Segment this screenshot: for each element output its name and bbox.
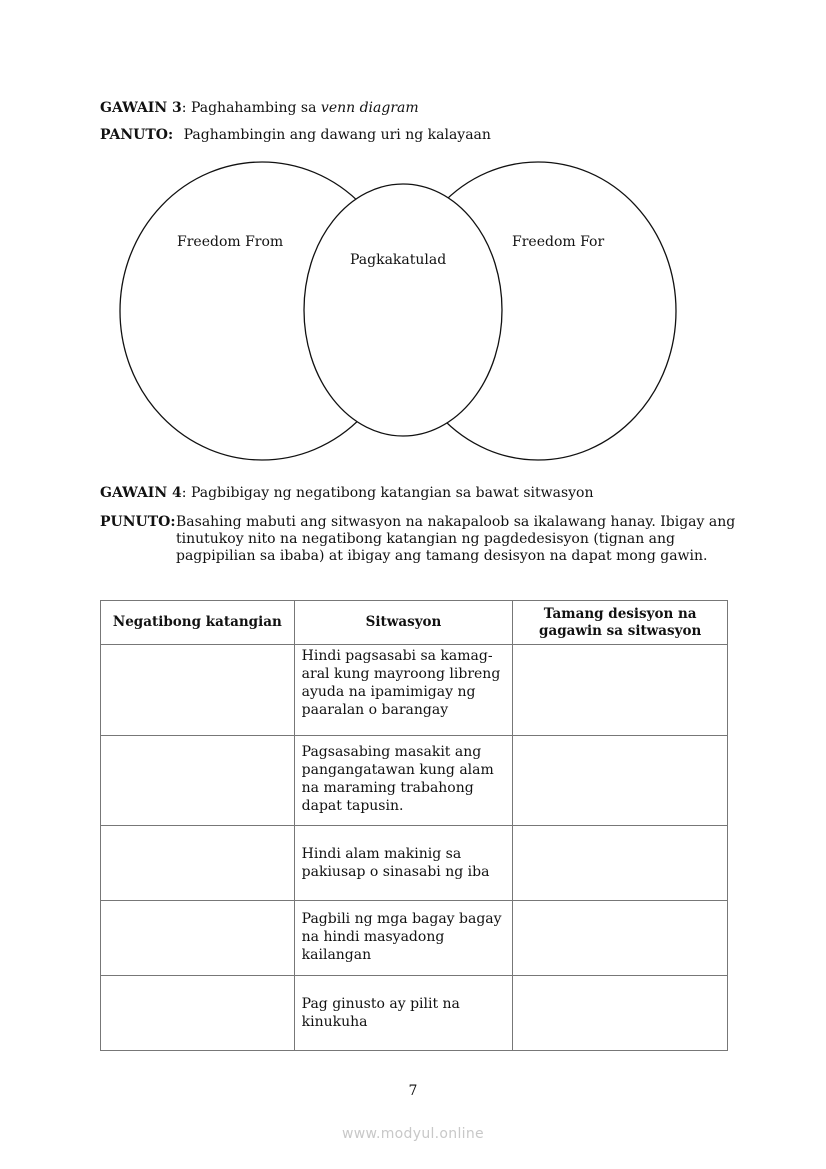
desisyon-cell[interactable]: [513, 976, 728, 1051]
venn-middle-label: Pagkakatulad: [350, 252, 447, 268]
header-tamang-desisyon: Tamang desisyon na gagawin sa sitwasyon: [513, 601, 728, 645]
sitwasyon-text: Hindi pagsasabi sa kamag-aral kung mayroong libreng ayuda na ipamimigay ng paaralan o barangay: [301, 648, 501, 718]
gawain4-label: GAWAIN 4: [100, 485, 182, 501]
katangian-cell[interactable]: [101, 976, 295, 1051]
desisyon-cell[interactable]: [513, 736, 728, 826]
table-row: [101, 736, 728, 826]
header-sitwasyon: Sitwasyon: [294, 601, 513, 645]
table-row: [101, 645, 728, 736]
sitwasyon-text: Pagbili ng mga bagay bagay na hindi masyadong kailangan: [301, 911, 502, 963]
table-row: [101, 901, 728, 976]
page-number: 7: [408, 1083, 418, 1099]
punuto-label: PUNUTO:: [100, 514, 176, 530]
katangian-cell[interactable]: [101, 901, 295, 976]
gawain4-heading: [100, 485, 593, 501]
venn-diagram: [0, 0, 826, 480]
sitwasyon-cell: [294, 736, 513, 826]
venn-middle-circle: [304, 184, 502, 436]
desisyon-cell[interactable]: [513, 826, 728, 901]
desisyon-cell[interactable]: [513, 645, 728, 736]
panuto-label: PANUTO:: [100, 127, 174, 143]
venn-left-label: Freedom From: [177, 234, 284, 250]
katangian-cell[interactable]: [101, 826, 295, 901]
gawain3-title-italic: venn diagram: [320, 100, 419, 116]
activity-table: [100, 600, 728, 1051]
watermark: www.modyul.online: [342, 1126, 484, 1142]
sitwasyon-cell: [294, 645, 513, 736]
table-row: [101, 976, 728, 1051]
gawain3-title: : Paghahambing sa: [181, 100, 321, 116]
desisyon-cell[interactable]: [513, 901, 728, 976]
sitwasyon-text: Pagsasabing masakit ang pangangatawan kung alam na maraming trabahong dapat tapusin.: [301, 744, 494, 814]
sitwasyon-text: Hindi alam makinig sa pakiusap o sinasabi ng iba: [301, 846, 490, 880]
sitwasyon-text: Pag ginusto ay pilit na kinukuha: [301, 996, 460, 1030]
sitwasyon-cell: [294, 901, 513, 976]
gawain3-label: GAWAIN 3: [100, 100, 182, 116]
sitwasyon-cell: [294, 826, 513, 901]
gawain4-title: : Pagbibigay ng negatibong katangian sa bawat sitwasyon: [181, 485, 594, 501]
table-row: [101, 826, 728, 901]
katangian-cell[interactable]: [101, 645, 295, 736]
sitwasyon-cell: [294, 976, 513, 1051]
punuto-text: Basahing mabuti ang sitwasyon na nakapaloob sa ikalawang hanay. Ibigay ang tinutukoy nito na negatibong katangian ng pagdedesisyon (tignan ang pagpipilian sa ibaba) at ibigay ang tamang desisyon na dapat mong gawin.: [176, 514, 736, 564]
panuto-text: Paghambingin ang dawang uri ng kalayaan: [183, 127, 491, 143]
table-header-row: [101, 601, 728, 645]
header-negatibong-katangian: Negatibong katangian: [101, 601, 295, 645]
venn-right-label: Freedom For: [512, 234, 605, 250]
katangian-cell[interactable]: [101, 736, 295, 826]
